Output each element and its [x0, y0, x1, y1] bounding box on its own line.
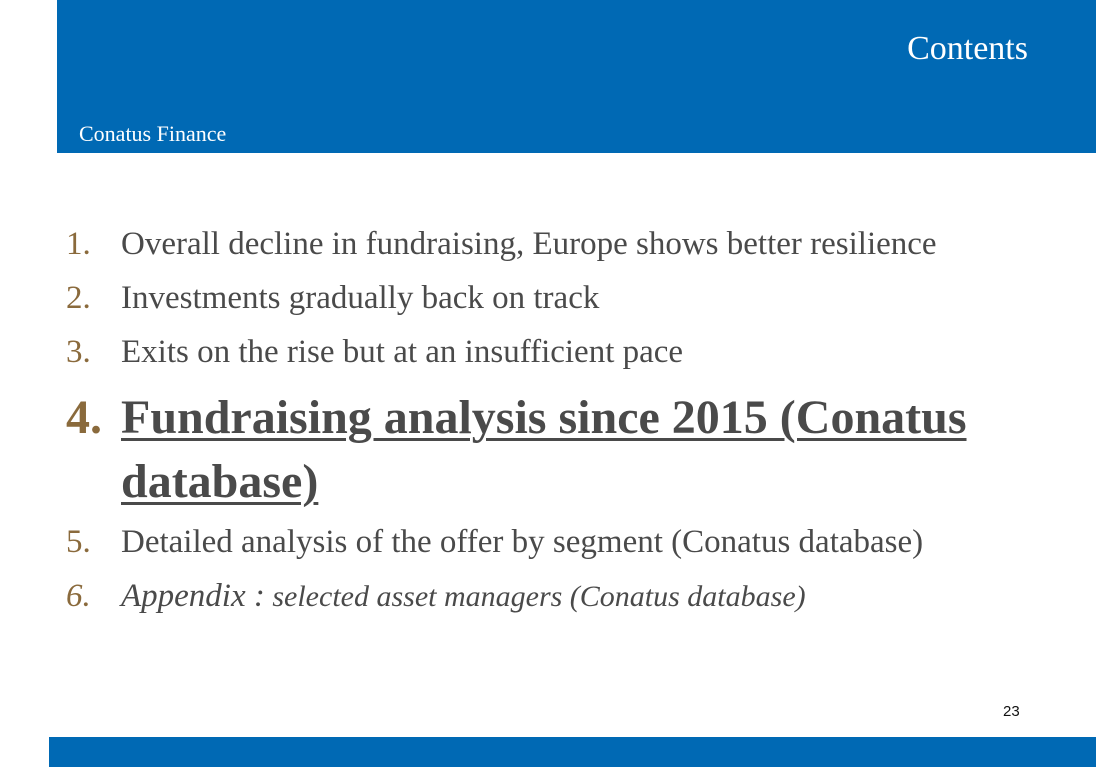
- toc-item-number: 4.: [66, 391, 102, 444]
- toc-item-number: 3.: [66, 334, 91, 370]
- toc-item[interactable]: [66, 576, 1066, 617]
- header-band: [57, 0, 1096, 153]
- toc-item[interactable]: [66, 278, 1066, 318]
- toc-item[interactable]: [66, 224, 1066, 264]
- toc-item-text: Overall decline in fundraising, Europe shows better resilience: [121, 226, 937, 262]
- brand-name: Conatus Finance: [79, 121, 227, 146]
- page-number: 23: [1003, 703, 1020, 720]
- toc-item-number: 1.: [66, 226, 91, 262]
- toc-item-text-rest: selected asset managers (Conatus database): [264, 580, 806, 613]
- toc-item[interactable]: [66, 522, 1066, 562]
- toc-item-text: Detailed analysis of the offer by segment (Conatus database): [121, 524, 924, 560]
- toc-item-text: Exits on the rise but at an insufficient pace: [121, 334, 684, 370]
- slide-title: Contents: [907, 30, 1028, 67]
- toc-item-number: 5.: [66, 524, 91, 560]
- toc-item-text: Investments gradually back on track: [121, 280, 600, 316]
- toc-item[interactable]: [66, 332, 1066, 372]
- footer-band: [49, 737, 1096, 767]
- toc-item-text: Fundraising analysis since 2015 (Conatus database): [121, 391, 967, 508]
- toc-item-number: 6.: [66, 578, 91, 614]
- toc-item-active[interactable]: [66, 386, 1066, 514]
- toc-item-text: [121, 576, 1066, 617]
- toc-item-number: 2.: [66, 280, 91, 316]
- table-of-contents: [66, 224, 1066, 631]
- toc-item-text-lead: Appendix :: [121, 578, 265, 614]
